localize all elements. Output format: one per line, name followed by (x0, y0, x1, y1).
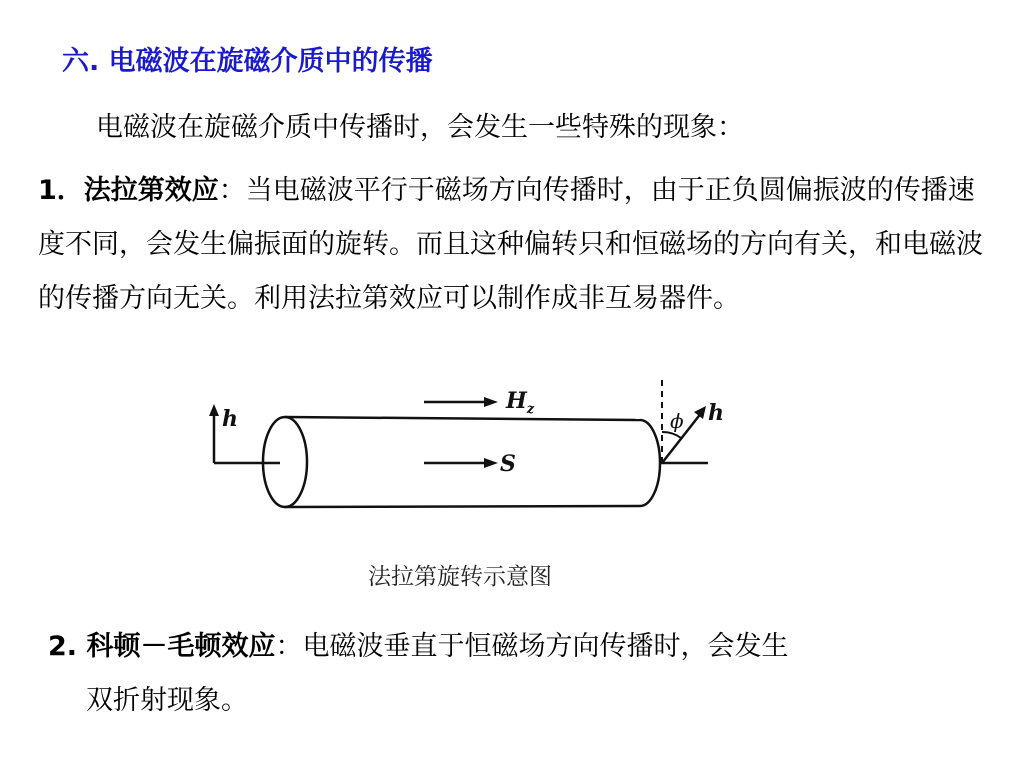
hz-label (505, 388, 535, 417)
s-label: S (500, 451, 516, 477)
h-left-arrowhead (209, 404, 219, 416)
hz-label-sub: z (526, 402, 535, 417)
faraday-paragraph (38, 164, 1000, 326)
cotton-mouton-body-line1: 电磁波垂直于恒磁场方向传播时，会发生 (302, 631, 789, 662)
intro-text: 电磁波在旋磁介质中传播时，会发生一些特殊的现象： (96, 112, 744, 143)
cotton-mouton-paragraph (48, 620, 988, 728)
cylinder-bottom-edge (285, 506, 640, 507)
cotton-mouton-body-line2: 双折射现象。 (86, 685, 248, 716)
cotton-mouton-label: 2. 科顿－毛顿效应 (48, 631, 276, 662)
section-heading: 六. 电磁波在旋磁介质中的传播 (62, 46, 433, 77)
faraday-rotation-figure (200, 370, 724, 610)
h-right-label: h (708, 400, 724, 426)
faraday-colon: ： (218, 175, 246, 206)
hz-label-main: H (506, 388, 527, 414)
h-right-arrowhead (694, 406, 706, 419)
faraday-body: 当电磁波平行于磁场方向传播时，由于正负圆偏振波的传播速度不同，会发生偏振面的旋转。而且这种偏转只和恒磁场的方向有关，和电磁波的传播方向无关。利用法拉第效应可以制作成非互易器件。 (38, 175, 983, 314)
figure-caption: 法拉第旋转示意图 (368, 564, 552, 590)
cylinder-right-face (640, 420, 660, 506)
phi-label: ϕ (670, 409, 684, 433)
faraday-label: 1．法拉第效应 (38, 175, 219, 206)
faraday-diagram (200, 370, 724, 550)
hz-arrowhead (484, 397, 498, 407)
h-left-label: h (222, 406, 238, 432)
cylinder-top-edge (285, 417, 640, 420)
cotton-mouton-colon: ： (275, 631, 303, 662)
s-arrowhead (484, 458, 498, 468)
